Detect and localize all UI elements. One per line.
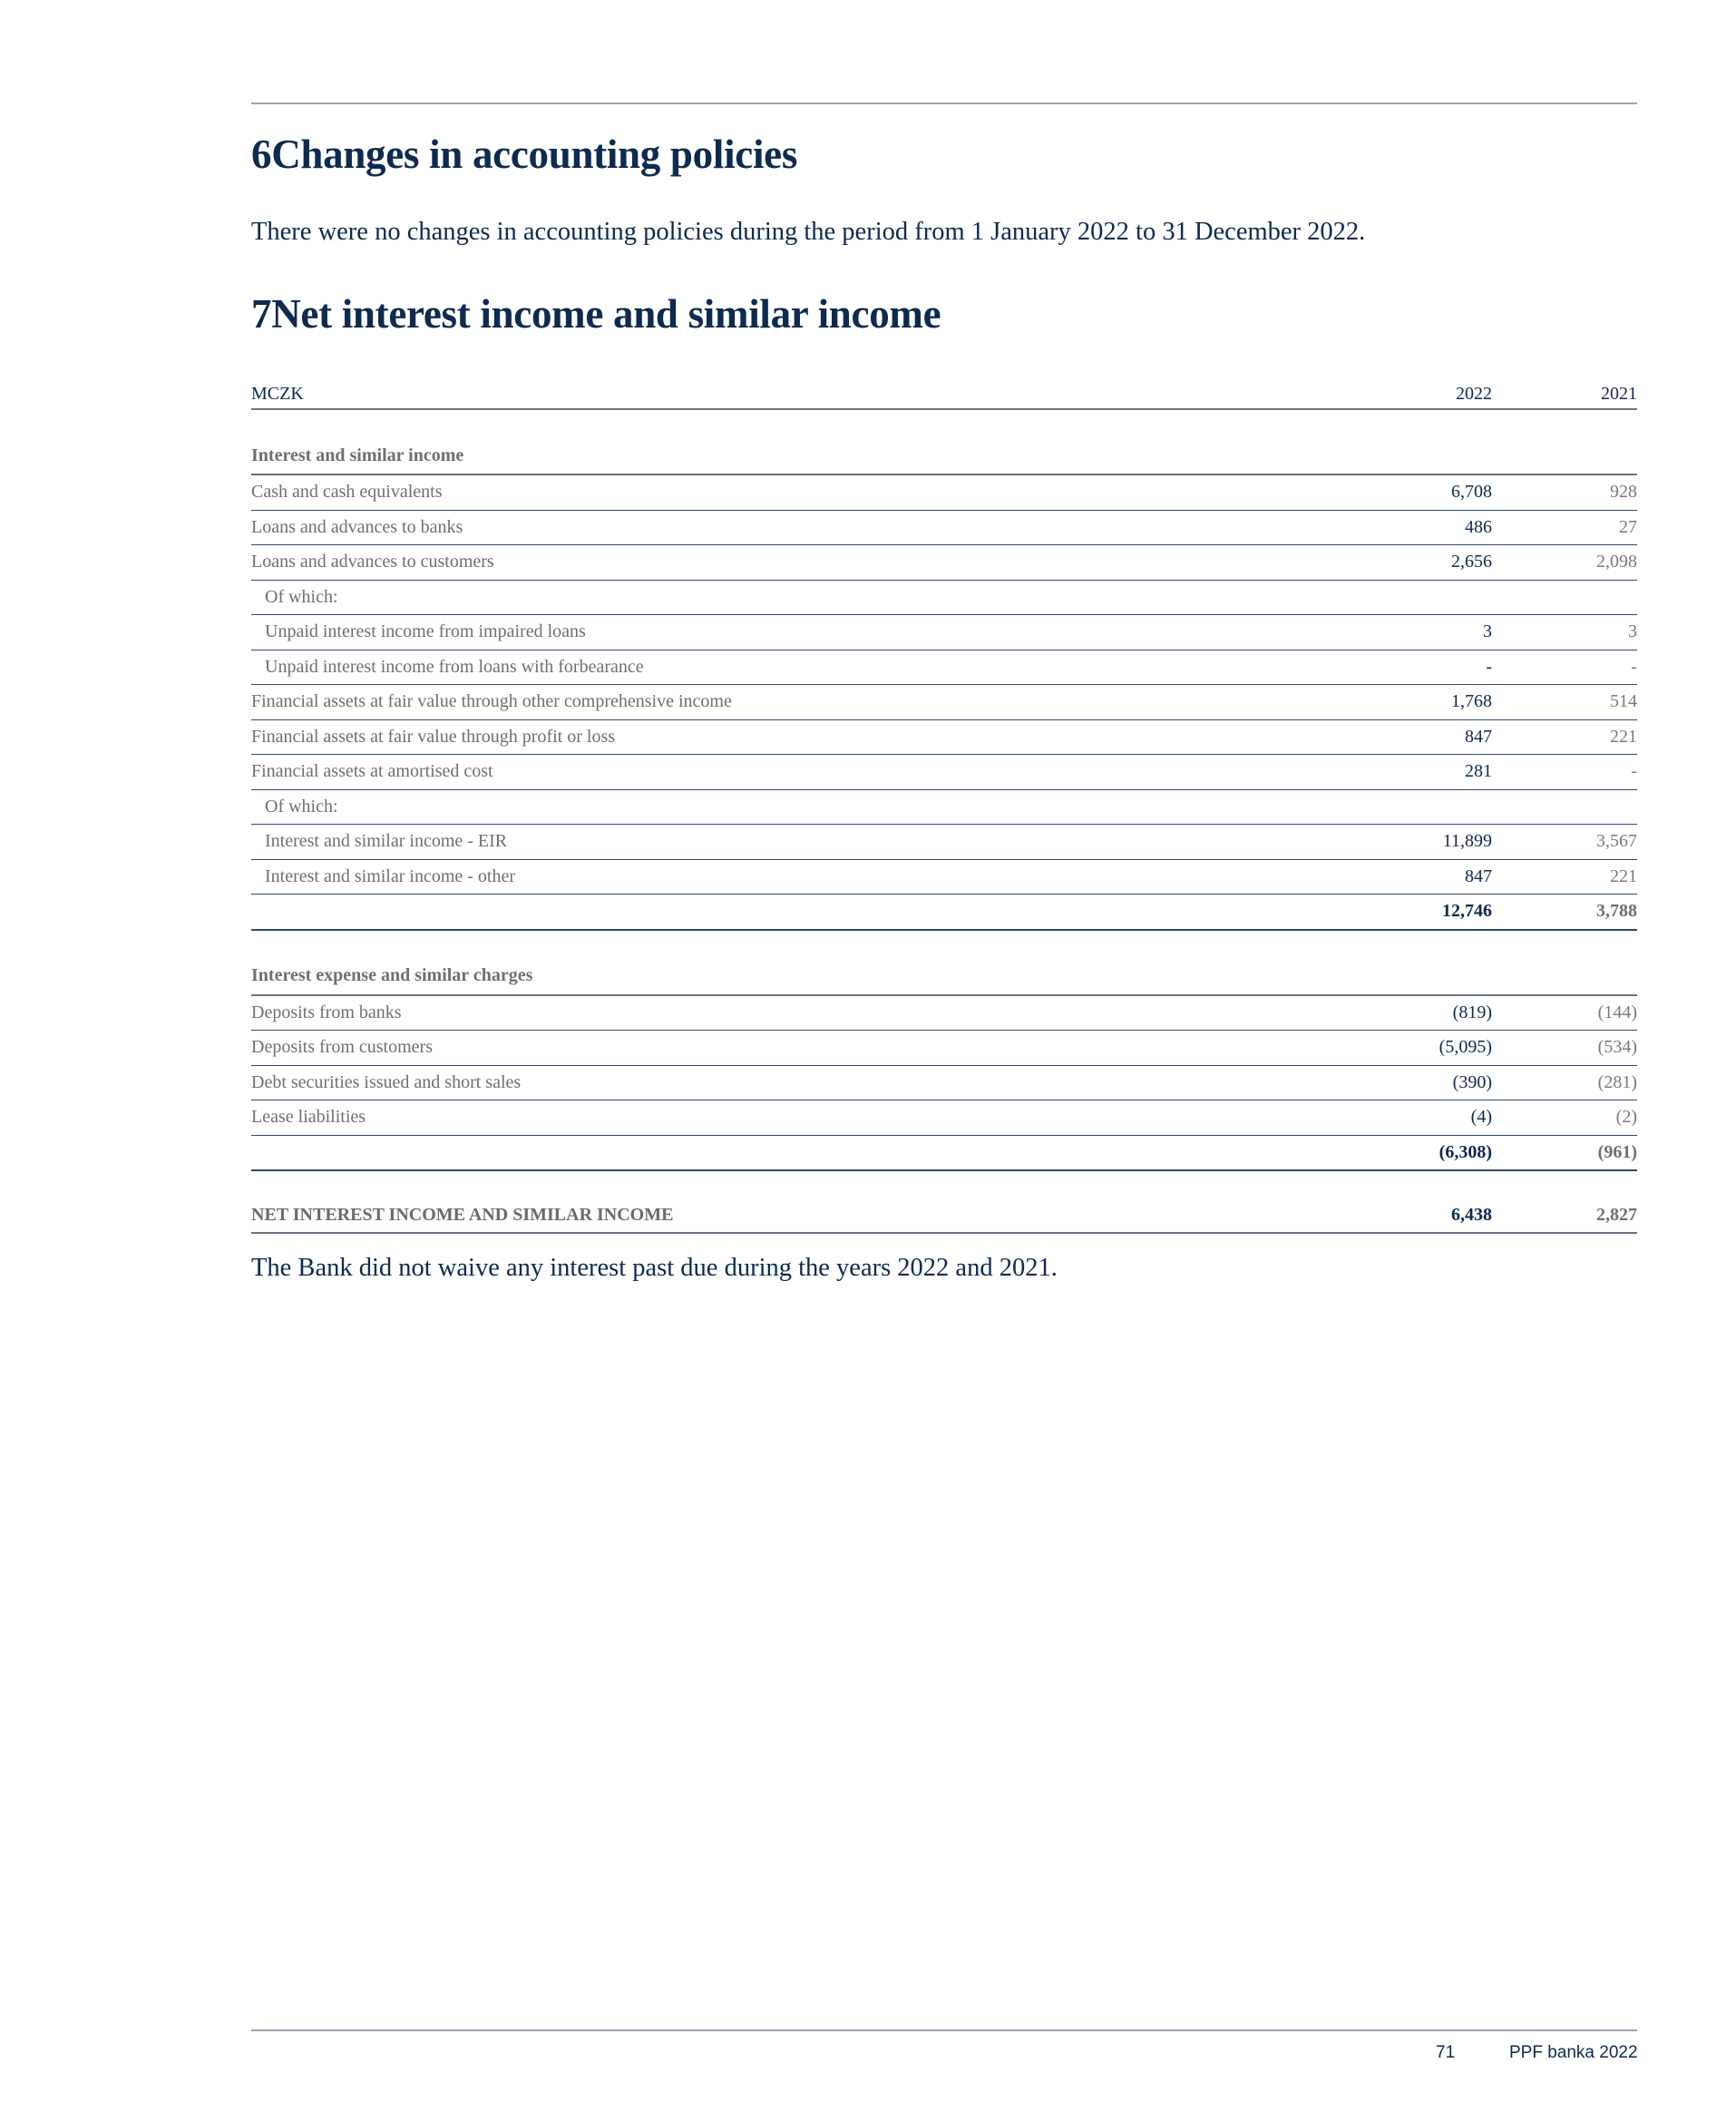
value-2022: 847 [1311,859,1492,895]
closing-paragraph: The Bank did not waive any interest past due during the years 2022 and 2021. [251,1254,1058,1282]
value-2021 [1492,789,1637,825]
value-2022: (5,095) [1311,1031,1492,1066]
table-row [251,1100,1637,1136]
table-row [251,615,1637,650]
value-2021: 3 [1492,615,1637,650]
expense-section-heading-row [251,958,1637,995]
table-header-row [251,379,1637,409]
table-row [251,650,1637,685]
column-2021-header: 2021 [1492,379,1637,409]
expense-total-2021: (961) [1492,1135,1637,1170]
section-7-number: 7 [251,291,272,337]
value-2022: (4) [1311,1100,1492,1136]
section-6-title: Changes in accounting policies [271,132,798,177]
table-row [251,685,1637,720]
section-7-heading [251,290,941,337]
spacer-row [251,930,1637,958]
row-label: Financial assets at fair value through other comprehensive income [251,685,1311,720]
value-2022: (390) [1311,1065,1492,1100]
row-label: Deposits from banks [251,995,1311,1031]
value-2021: - [1492,755,1637,790]
row-label: Loans and advances to customers [251,545,1311,581]
value-2022: 2,656 [1311,545,1492,581]
income-total-row [251,895,1637,930]
unit-label: MCZK [251,379,1311,409]
value-2021: (2) [1492,1100,1637,1136]
table-row [251,580,1637,615]
value-2022: 11,899 [1311,825,1492,860]
table-row [251,995,1637,1031]
table-row [251,789,1637,825]
value-2021: 27 [1492,510,1637,545]
value-2022: 3 [1311,615,1492,650]
report-name: PPF banka 2022 [1509,2043,1638,2062]
table-row [251,545,1637,581]
value-2022: (819) [1311,995,1492,1031]
table-row [251,510,1637,545]
row-label: Financial assets at amortised cost [251,755,1311,790]
expense-total-row [251,1135,1637,1170]
row-label: Cash and cash equivalents [251,474,1311,510]
table-row [251,825,1637,860]
value-2022 [1311,789,1492,825]
column-2022-header: 2022 [1311,379,1492,409]
value-2022: - [1311,650,1492,685]
value-2022: 6,708 [1311,474,1492,510]
value-2022: 847 [1311,719,1492,755]
row-label: Loans and advances to banks [251,510,1311,545]
income-total-2022: 12,746 [1311,895,1492,930]
table-row [251,1065,1637,1100]
top-divider [251,103,1637,104]
net-interest-income-row [251,1198,1637,1233]
section-6-heading [251,131,797,178]
section-6-number: 6 [251,132,272,177]
table-row [251,859,1637,895]
net-interest-income-table [251,379,1637,1234]
row-label: Interest and similar income - EIR [251,825,1311,860]
net-income-2021: 2,827 [1492,1198,1637,1233]
table-row [251,474,1637,510]
value-2021: 928 [1492,474,1637,510]
value-2021: - [1492,650,1637,685]
row-label: Unpaid interest income from impaired loans [251,615,1311,650]
value-2021: 3,567 [1492,825,1637,860]
net-income-2022: 6,438 [1311,1198,1492,1233]
expense-total-2022: (6,308) [1311,1135,1492,1170]
row-label: Interest and similar income - other [251,859,1311,895]
net-income-label: NET INTEREST INCOME AND SIMILAR INCOME [251,1198,1311,1233]
row-label: Lease liabilities [251,1100,1311,1136]
value-2021: (281) [1492,1065,1637,1100]
value-2022 [1311,580,1492,615]
expense-section-heading: Interest expense and similar charges [251,958,1311,995]
value-2021: (534) [1492,1031,1637,1066]
row-label: Of which: [251,580,1311,615]
row-label: Debt securities issued and short sales [251,1065,1311,1100]
row-label: Financial assets at fair value through profit or loss [251,719,1311,755]
spacer-row [251,409,1637,437]
income-section-heading: Interest and similar income [251,437,1311,474]
value-2022: 486 [1311,510,1492,545]
page-number: 71 [1436,2043,1456,2062]
value-2021: 221 [1492,859,1637,895]
value-2021: 2,098 [1492,545,1637,581]
row-label: Deposits from customers [251,1031,1311,1066]
value-2021: 514 [1492,685,1637,720]
table-row [251,719,1637,755]
value-2022: 281 [1311,755,1492,790]
value-2022: 1,768 [1311,685,1492,720]
income-section-heading-row [251,437,1637,474]
bottom-divider [251,2029,1637,2031]
section-6-paragraph: There were no changes in accounting policies during the period from 1 January 2022 to 31 December 2022. [251,218,1366,246]
table-row [251,1031,1637,1066]
income-total-2021: 3,788 [1492,895,1637,930]
value-2021: 221 [1492,719,1637,755]
spacer-row [251,1170,1637,1198]
section-7-title: Net interest income and similar income [271,291,941,337]
row-label: Of which: [251,789,1311,825]
value-2021 [1492,580,1637,615]
table-row [251,755,1637,790]
row-label: Unpaid interest income from loans with forbearance [251,650,1311,685]
value-2021: (144) [1492,995,1637,1031]
